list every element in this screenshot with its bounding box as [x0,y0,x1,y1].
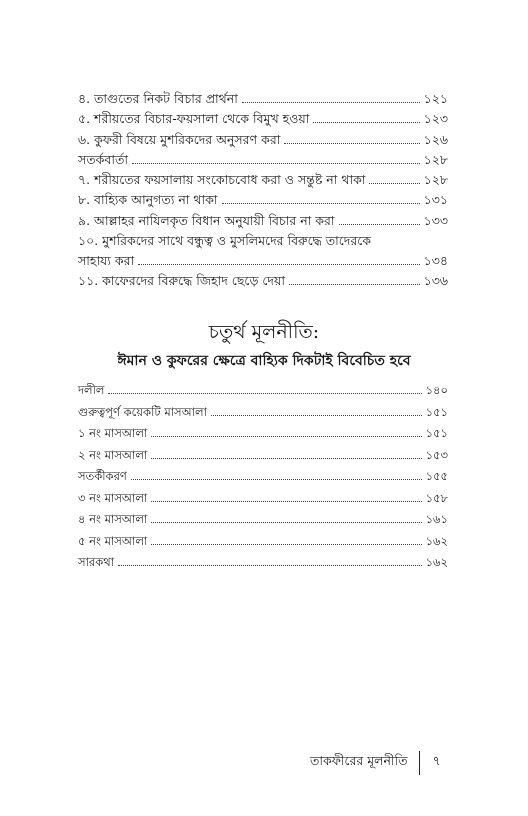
toc-entry-wrapped[interactable] [78,234,448,268]
toc-entry[interactable] [78,173,448,187]
toc-leader-dots [284,143,419,144]
toc-entry-page: ১২৩ [423,111,448,127]
toc-leader-dots [131,479,422,480]
toc-leader-dots [369,183,419,184]
toc-entry-page: ১৬২ [425,533,448,548]
toc-entry[interactable] [78,193,448,207]
toc-entry[interactable] [78,469,448,483]
toc-leader-dots [132,163,420,164]
toc-entry-label: ১১. কাফেরদের বিরুদ্ধে জিহাদ ছেড়ে দেয়া [78,273,285,289]
toc-entry-page: ১৫৮ [425,490,448,505]
chapter-title: চতুর্থ মূলনীতি: [208,321,320,343]
toc-entry-page: ১৬১ [425,512,448,526]
toc-list-part2 [78,383,448,569]
toc-section-2 [78,383,448,577]
toc-entry-page: ১২৮ [423,172,448,188]
toc-entry[interactable] [78,153,448,167]
toc-leader-dots [151,544,421,545]
toc-entry[interactable] [78,274,448,288]
running-title: তাকফীরের মূলনীতি [310,753,408,768]
toc-entry-label-line1: ১০. মুশরিকদের সাথে বন্ধুত্ব ও মুসলিমদের বিরুদ্ধে তাদেরকে [78,233,372,249]
toc-entry-label: ৫. শরীয়তের বিচার-ফয়সালা থেকে বিমুখ হওয়া [78,111,310,127]
toc-leader-dots [151,458,421,459]
toc-entry-label: ৪ নং মাসআলা [78,512,148,526]
toc-entry[interactable] [78,555,448,569]
toc-entry[interactable] [78,92,448,106]
footer-divider [419,751,420,775]
toc-entry-label: ৯. আল্লাহর নাযিলকৃত বিধান অনুযায়ী বিচার না করা [78,212,335,228]
toc-entry-line2 [78,254,448,268]
page-number: ৭ [432,753,441,768]
toc-entry[interactable] [78,112,448,126]
toc-entry-page: ১৩৬ [423,273,448,289]
toc-entry[interactable] [78,512,448,526]
toc-entry-page: ১২৬ [423,131,448,147]
toc-entry-page: ১৫১ [425,426,448,440]
toc-leader-dots [138,264,420,265]
toc-entry[interactable] [78,133,448,147]
toc-leader-dots [151,522,421,523]
toc-entry[interactable] [78,534,448,548]
chapter-subtitle: ঈমান ও কুফরের ক্ষেত্রে বাহ্যিক দিকটাই বিবেচিত হবে [117,353,411,369]
toc-leader-dots [108,393,421,394]
toc-entry-label-line2: সাহায্য করা [78,253,135,269]
toc-leader-dots [289,284,420,285]
toc-entry-label: সতর্কীকরণ [78,469,127,483]
toc-entry-page: ১২১ [423,91,448,106]
toc-entry[interactable] [78,448,448,462]
toc-entry-label: গুরুত্বপূর্ণ কয়েকটি মাসআলা [78,404,207,419]
toc-leader-dots [151,436,421,437]
toc-entry-page: ১৩৩ [423,212,448,228]
toc-entry-page: ১৫৫ [425,469,448,483]
toc-leader-dots [313,122,419,123]
toc-leader-dots [211,415,422,416]
toc-entry-label: ৩ নং মাসআলা [78,490,148,505]
toc-entry-page: ১৫১ [425,404,448,419]
toc-entry-label: সতর্কবার্তা [78,151,128,167]
toc-entry-page: ১৩৪ [423,253,448,269]
toc-entry-label: ৫ নং মাসআলা [78,533,148,548]
toc-entry[interactable] [78,214,448,228]
toc-entry[interactable] [78,383,448,397]
toc-entry-page: ১৫৩ [425,447,448,462]
toc-entry-page: ১২৮ [423,151,448,167]
toc-entry-label: দলীল [78,383,105,397]
toc-entry[interactable] [78,426,448,440]
toc-entry-label: সারকথা [78,555,115,569]
toc-entry-label: ৭. শরীয়তের ফয়সালায় সংকোচবোধ করা ও সন্তুষ্ট না থাকা [78,172,366,188]
page-footer [310,751,441,775]
toc-leader-dots [151,501,421,502]
toc-entry-label: ১ নং মাসআলা [78,426,148,440]
toc-leader-dots [222,203,420,204]
toc-leader-dots [242,102,420,103]
toc-entry-page: ১৪০ [425,383,448,397]
toc-section-1 [78,92,448,295]
toc-entry-label: ৮. বাহ্যিক আনুগত্য না থাকা [78,192,218,208]
toc-entry-page: ১৩১ [423,192,448,208]
toc-leader-dots [118,565,421,566]
toc-entry[interactable] [78,405,448,419]
toc-entry-label: ৬. কুফরী বিষয়ে মুশরিকদের অনুসরণ করা [78,131,281,147]
toc-entry-label: ২ নং মাসআলা [78,447,148,462]
toc-list-part1 [78,92,448,228]
toc-leader-dots [339,224,420,225]
toc-entry-label: ৪. তাগুতের নিকট বিচার প্রার্থনা [78,91,238,106]
toc-entry[interactable] [78,491,448,505]
toc-entry-page: ১৬২ [425,555,448,569]
